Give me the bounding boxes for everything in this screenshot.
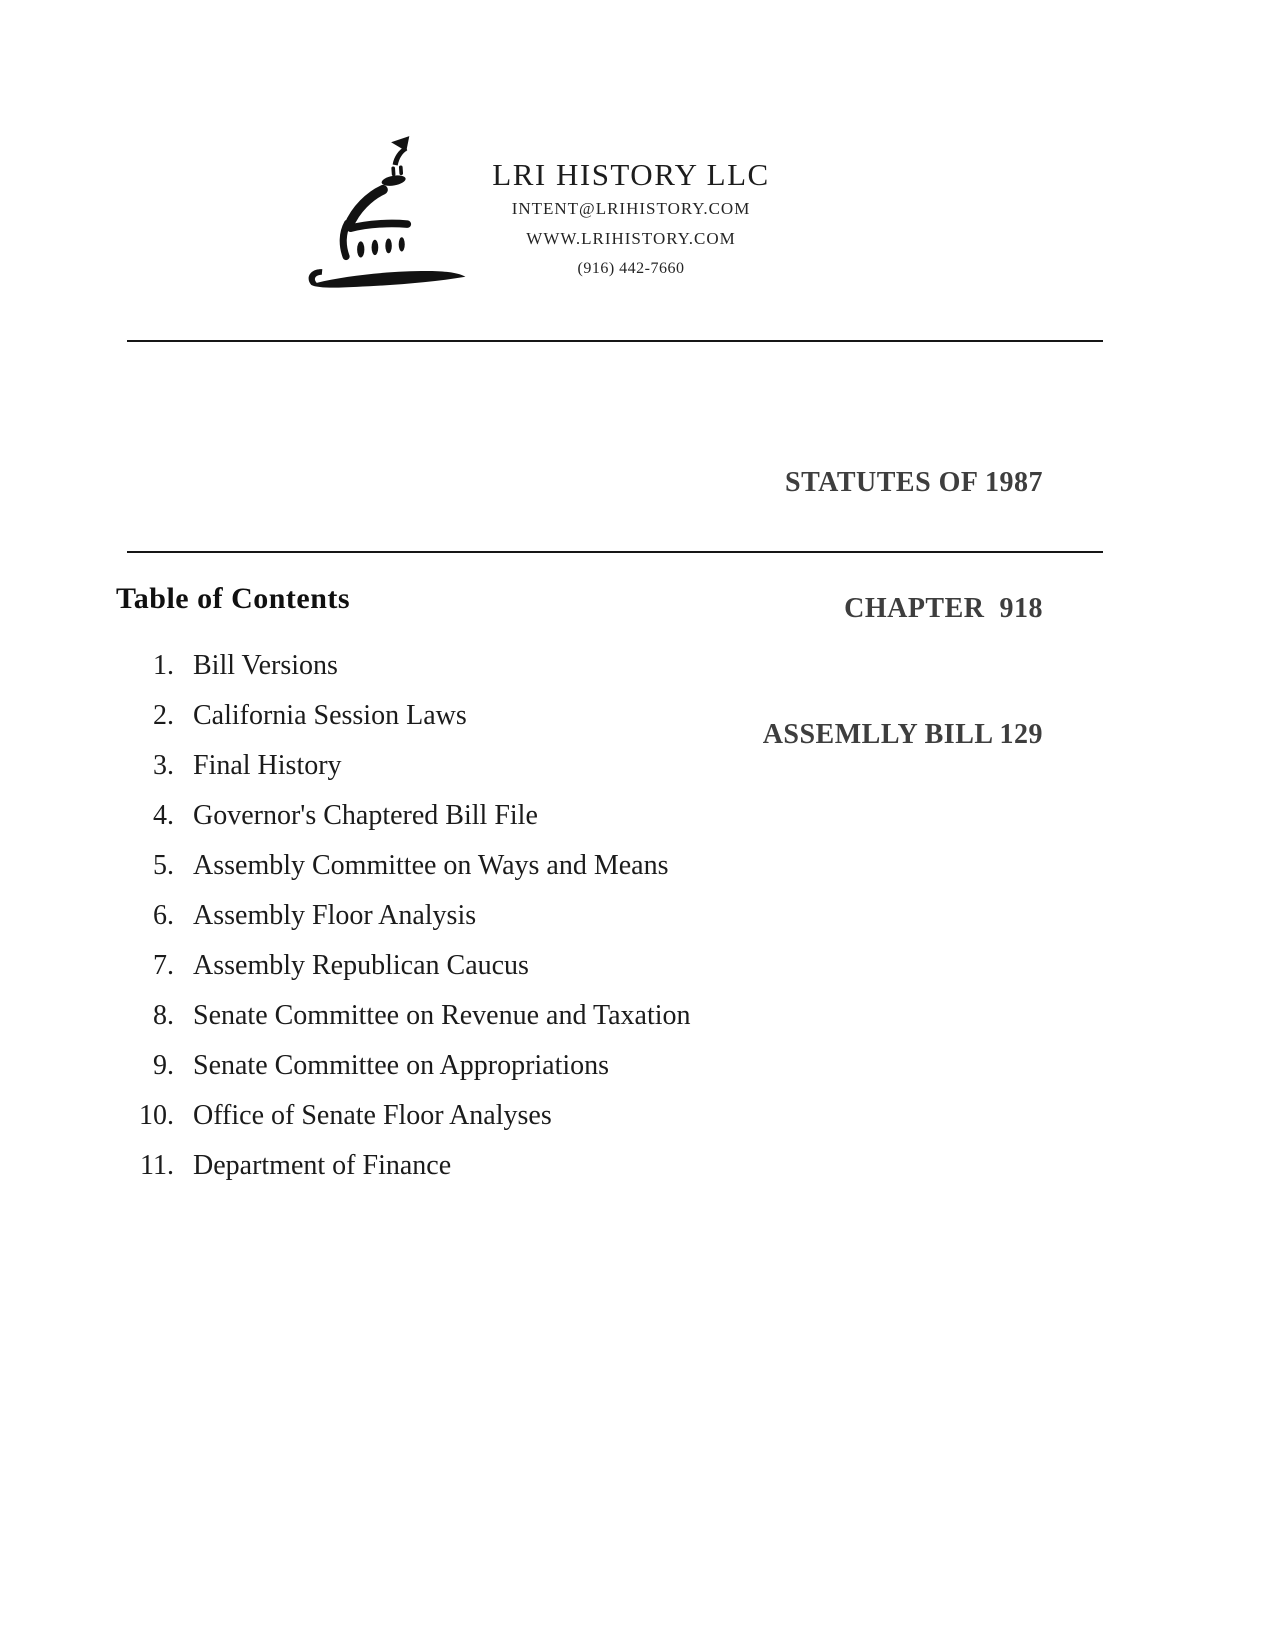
toc-item [128,800,691,850]
toc-item-number: 8. [153,1000,174,1031]
toc-item-number: 9. [153,1050,174,1081]
header-contact-block [450,156,812,284]
chapter-line: CHAPTER 918 [844,593,1043,624]
company-name: LRI HISTORY LLC [492,157,770,192]
toc-item [128,1150,691,1200]
toc-item-number: 6. [153,900,174,931]
toc-item [128,650,691,700]
toc-item-number: 2. [153,700,174,731]
toc-item-label: Office of Senate Floor Analyses [193,1100,552,1131]
toc-item [128,700,691,750]
statutes-line: STATUTES OF 1987 [785,467,1043,498]
toc-item-number: 7. [153,950,174,981]
bill-line: ASSEMLLY BILL 129 [762,719,1043,750]
header-divider [127,340,1103,342]
company-website: WWW.LRIHISTORY.COM [526,229,736,248]
company-logo [296,126,468,298]
company-phone: (916) 442-7660 [577,260,685,277]
toc-item-label: Bill Versions [193,650,338,681]
toc-item-number: 1. [153,650,174,681]
toc-list [128,650,691,1200]
toc-item-number: 11. [140,1150,174,1181]
toc-item [128,950,691,1000]
toc-item-label: Assembly Republican Caucus [193,950,529,981]
toc-item [128,850,691,900]
toc-item-number: 3. [153,750,174,781]
company-email: INTENT@LRIHISTORY.COM [511,199,751,218]
capitol-dome-icon [296,126,468,298]
toc-item-label: Governor's Chaptered Bill File [193,800,538,831]
toc-item-number: 5. [153,850,174,881]
toc-item-label: Senate Committee on Revenue and Taxation [193,1000,691,1031]
toc-item [128,750,691,800]
statutes-title-block [763,378,1043,840]
toc-item-number: 4. [153,800,174,831]
toc-item-number: 10. [139,1100,174,1131]
toc-item [128,1050,691,1100]
toc-item-label: Final History [193,750,342,781]
toc-item-label: California Session Laws [193,700,467,731]
toc-item-label: Department of Finance [193,1150,452,1181]
toc-heading: Table of Contents [116,582,351,615]
toc-item-label: Assembly Floor Analysis [193,900,477,931]
toc-item [128,1000,691,1050]
toc-item [128,1100,691,1150]
toc-item-label: Senate Committee on Appropriations [193,1050,610,1081]
toc-item-label: Assembly Committee on Ways and Means [193,850,669,881]
toc-item [128,900,691,950]
